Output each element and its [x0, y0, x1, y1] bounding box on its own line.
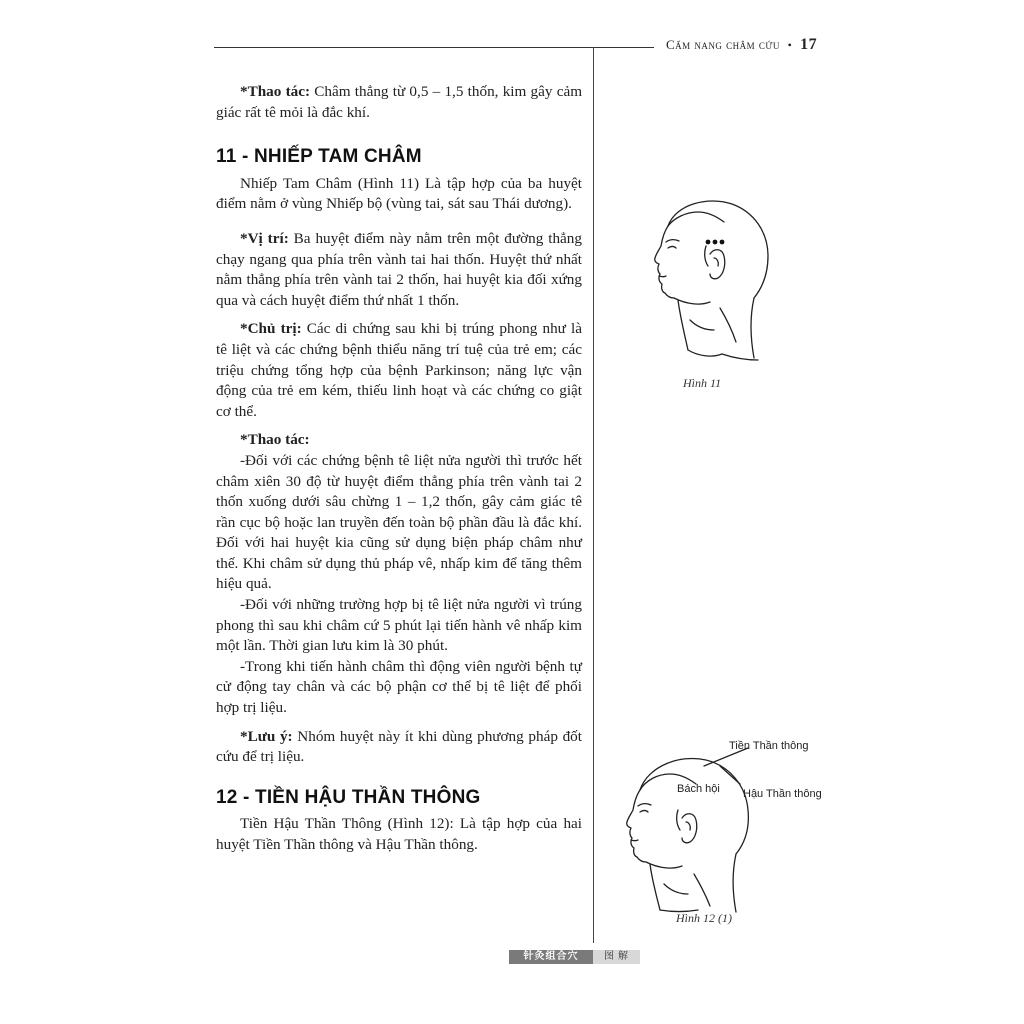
page-number: 17 — [800, 36, 818, 53]
thao-tac-label: *Thao tác: — [240, 83, 311, 100]
footer-series-subtitle: 图解 — [604, 951, 632, 962]
vi-tri-label: *Vị trí: — [240, 229, 289, 247]
header-bullet: • — [787, 38, 793, 52]
luu-y-label: *Lưu ý: — [240, 727, 293, 745]
column-divider — [593, 47, 594, 943]
vi-tri-text: Ba huyệt điểm này nằm trên một đường thẳng chạy ngang qua phía trên vành tai hai thốn. Huyệt thứ nhất nằm thẳng phía trên vành tai 2 thốn, hai huyệt kia đối xứng qua và cách huyệt điểm thứ nhất 1 thốn. — [216, 229, 582, 309]
section-12-title: 12 - TIỀN HẬU THẦN THÔNG — [216, 786, 481, 808]
luu-y-text: Nhóm huyệt này ít khi dùng phương pháp đốt cứu để trị liệu. — [216, 727, 582, 766]
section-11-title: 11 - NHIẾP TAM CHÂM — [216, 146, 422, 168]
figure-12-caption: Hình 12 (1) — [676, 911, 732, 925]
section-12-intro: Tiền Hậu Thần Thông (Hình 12): Là tập hợp của hai huyệt Tiền Thần thông và Hậu Thần thông. — [216, 815, 582, 853]
running-header — [666, 36, 817, 54]
header-rule — [214, 47, 654, 48]
thao-tac-heading — [216, 430, 582, 451]
vi-tri-paragraph — [216, 229, 582, 311]
luu-y-paragraph — [216, 727, 582, 768]
footer-series-title: 针灸组合穴 — [509, 950, 593, 964]
intro-paragraph — [216, 82, 582, 123]
label-hau-than-thong: Hậu Thần thông — [743, 788, 822, 800]
figure-11-head-illustration — [628, 190, 778, 365]
figure-12-head-illustration — [608, 740, 818, 915]
chu-tri-paragraph — [216, 319, 582, 422]
label-tien-than-thong: Tiền Thần thông — [729, 740, 809, 752]
chu-tri-label: *Chủ trị: — [240, 320, 302, 338]
thao-tac-item-3: -Trong khi tiến hành châm thì động viên người bệnh tự cử động tay chân và các bộ phận cơ thể bị tê liệt để phối hợp trị liệu. — [216, 657, 582, 717]
book-title: Cẩm nang châm cứu — [666, 37, 780, 52]
thao-tac-label-2: *Thao tác: — [240, 431, 310, 449]
text-column — [216, 82, 582, 856]
section-11-intro: Nhiếp Tam Châm (Hình 11) Là tập hợp của ba huyệt điểm nằm ở vùng Nhiếp bộ (vùng tai, sát sau Thái dương). — [216, 174, 582, 213]
intro-text: Châm thẳng từ 0,5 – 1,5 thốn, kim gây cảm giác rất tê mỏi là đắc khí. — [216, 83, 583, 121]
figure-11-caption: Hình 11 — [683, 376, 722, 390]
thao-tac-item-1: -Đối với các chứng bệnh tê liệt nửa người thì trước hết châm xiên 30 độ từ huyệt điểm thẳng phía trên vành tai 2 thốn xuống dưới sâu chừng 1 – 1,2 thốn, gây cảm giác tê rần cục bộ hoặc lan truyền đến toàn bộ phần đầu là đắc khí. Đối với hai huyệt kia cũng sử dụng biện pháp châm như thế. Khi châm sử dụng thủ pháp vê, nhấp kim để tăng thêm hiệu quả. — [216, 451, 582, 593]
label-bach-hoi: Bách hội — [677, 783, 720, 795]
thao-tac-item-2: -Đối với những trường hợp bị tê liệt nửa người vì trúng phong thì sau khi châm cứ 5 phút lại tiến hành vê nhấp kim một lần. Thời gian lưu kim là 30 phút. — [216, 596, 582, 655]
chu-tri-text: Các di chứng sau khi bị trúng phong như là tê liệt và các chứng bệnh thiểu năng trí tuệ của trẻ em; các triệu chứng tổng hợp của bệnh Parkinson; năng lực vận động của trẻ em kém, thiếu linh hoạt và các chứng co giật cơ thể. — [216, 320, 583, 420]
